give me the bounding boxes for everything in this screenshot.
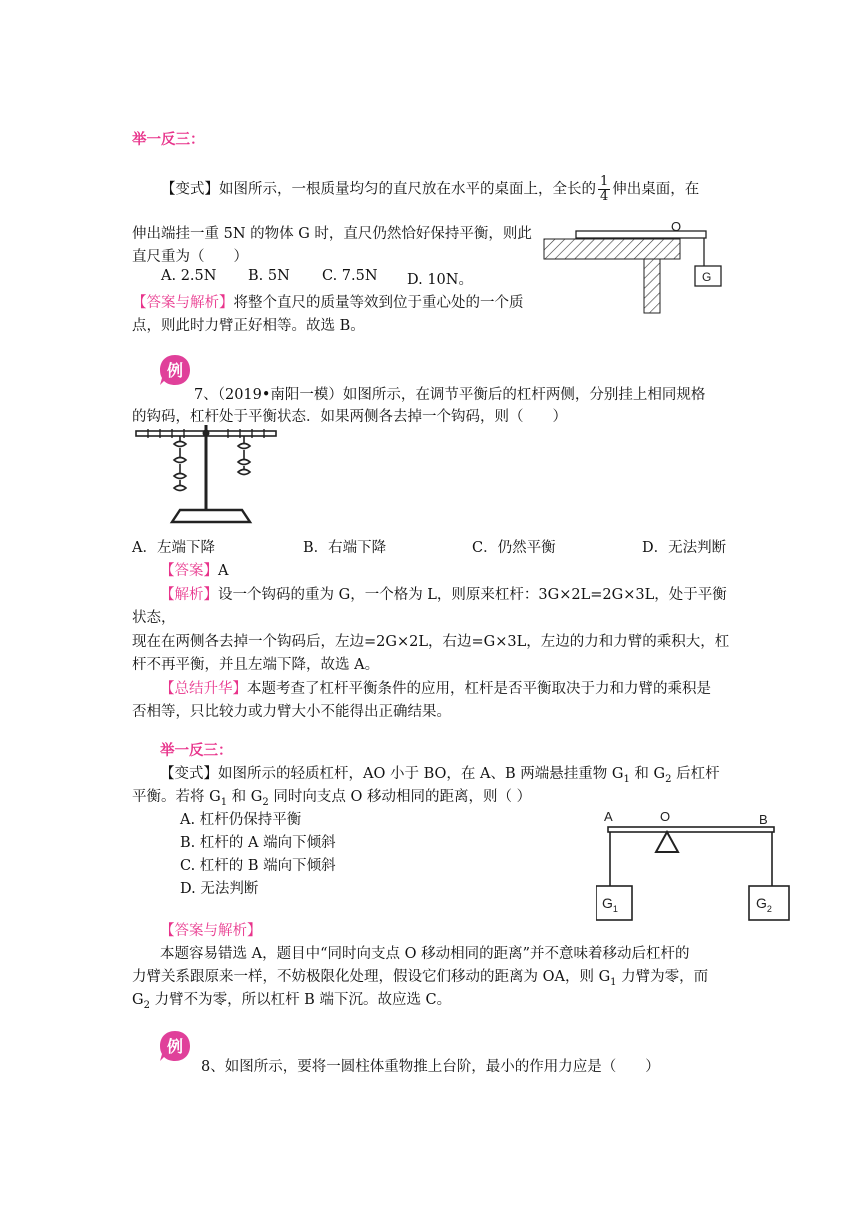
explanation-line: 杆不再平衡，并且左端下降，故选 A。 (132, 657, 380, 673)
weight-g2 (749, 886, 789, 920)
explanation-line: 本题容易错选 A，题目中“同时向支点 O 移动相同的距离”并不意味着移动后杠杆的 (160, 946, 690, 962)
answer-line: 【答案】A (160, 563, 229, 579)
question-line: 伸出端挂一重 5N 的物体 G 时，直尺仍然恰好保持平衡，则此 (132, 226, 532, 242)
option-d: D．无法判断 (642, 540, 727, 556)
label-g1: $G_1$ (602, 895, 618, 914)
explanation-line: 【解析】设一个钩码的重为 G，一个格为 L，则原来杠杆：3G×2L=2G×3L，处于平衡 (160, 587, 727, 603)
fraction: $\frac{1}{4}$ (600, 174, 609, 204)
option-d: D. 10N。 (407, 272, 473, 288)
ruler (576, 231, 706, 238)
answer-tag: 【答案】 (160, 563, 218, 579)
label-o: O (660, 809, 671, 824)
table-leg (644, 259, 660, 313)
question-line: 平衡。若将 $G_1$ 和 $G_2$ 同时向支点 O 移动相同的距离，则（ ） (132, 789, 532, 808)
question-line: 【变式】如图所示，一根质量均匀的直尺放在水平的桌面上，全长的 $\frac{1}{4}$ 伸出桌面，在 (161, 174, 700, 204)
ruler-table-figure (540, 214, 740, 318)
section-heading: 举一反三： (160, 742, 233, 759)
weight-label: G (702, 270, 712, 284)
section-heading: 举一反三： (132, 131, 205, 148)
label-b: B (759, 812, 768, 827)
answer-line: 点，则此时力臂正好相等。故选 B。 (132, 318, 365, 334)
option-a: A．左端下降 (132, 540, 215, 556)
svg-text:例: 例 (166, 361, 184, 380)
answer-line: 【答案与解析】将整个直尺的质量等效到位于重心处的一个质 (132, 295, 524, 311)
variant-tag: 【变式】 (161, 181, 219, 198)
option-b: B. 5N (248, 268, 290, 284)
lever-g1-g2-figure (596, 806, 796, 926)
variant-tag: 【变式】 (160, 766, 218, 782)
answer-tag: 【答案与解析】 (132, 295, 234, 311)
explanation-line: $G_2$ 力臂不为零，所以杠杆 B 端下沉。故应选 C。 (132, 992, 452, 1011)
option-b: B. 杠杆的 A 端向下倾斜 (180, 835, 336, 851)
example-badge-icon (159, 354, 191, 386)
summary-line: 否相等，只比较力或力臂大小不能得出正确结果。 (132, 704, 451, 720)
explanation-line: 现在在两侧各去掉一个钩码后，左边=2G×2L，右边=G×3L，左边的力和力臂的乘积大，杠 (132, 634, 730, 650)
question-line: 7、（2019•南阳一模）如图所示，在调节平衡后的杠杆两侧，分别挂上相同规格 (194, 387, 706, 403)
summary-line: 【总结升华】本题考查了杠杆平衡条件的应用，杠杆是否平衡取决于力和力臂的乘积是 (160, 681, 711, 697)
option-c: C. 杠杆的 B 端向下倾斜 (180, 858, 336, 874)
option-c: C．仍然平衡 (472, 540, 556, 556)
option-c: C. 7.5N (322, 268, 378, 284)
option-a: A. 2.5N (161, 268, 217, 284)
question-line: 8、如图所示，要将一圆柱体重物推上台阶，最小的作用力应是（ ） (201, 1059, 660, 1075)
question-line: 的钩码，杠杆处于平衡状态．如果两侧各去掉一个钩码，则（ ） (132, 409, 567, 425)
explanation-tag: 【解析】 (160, 587, 218, 603)
question-line: 【变式】如图所示的轻质杠杆，AO 小于 BO，在 A、B 两端悬挂重物 $G_1$ 和 $G_2$ 后杠杆 (160, 766, 720, 785)
label-a: A (604, 809, 613, 824)
svg-text:例: 例 (166, 1037, 184, 1056)
explanation-line: 状态， (132, 610, 176, 626)
table-top (544, 239, 680, 259)
option-b: B．右端下降 (303, 540, 387, 556)
option-d: D. 无法判断 (180, 881, 259, 897)
question-line: 直尺重为（ ） (132, 249, 248, 265)
option-a: A. 杠杆仍保持平衡 (180, 812, 302, 828)
pivot-label: O (671, 219, 682, 234)
answer-tag: 【答案与解析】 (160, 923, 262, 939)
summary-tag: 【总结升华】 (160, 681, 247, 697)
label-g2: $G_2$ (756, 895, 772, 914)
example-badge-icon (159, 1030, 191, 1062)
lever-stand-figure (130, 422, 280, 526)
explanation-line: 力臂关系跟原来一样，不妨极限化处理，假设它们移动的距离为 OA，则 $G_1$ 力臂为零，而 (132, 969, 709, 988)
